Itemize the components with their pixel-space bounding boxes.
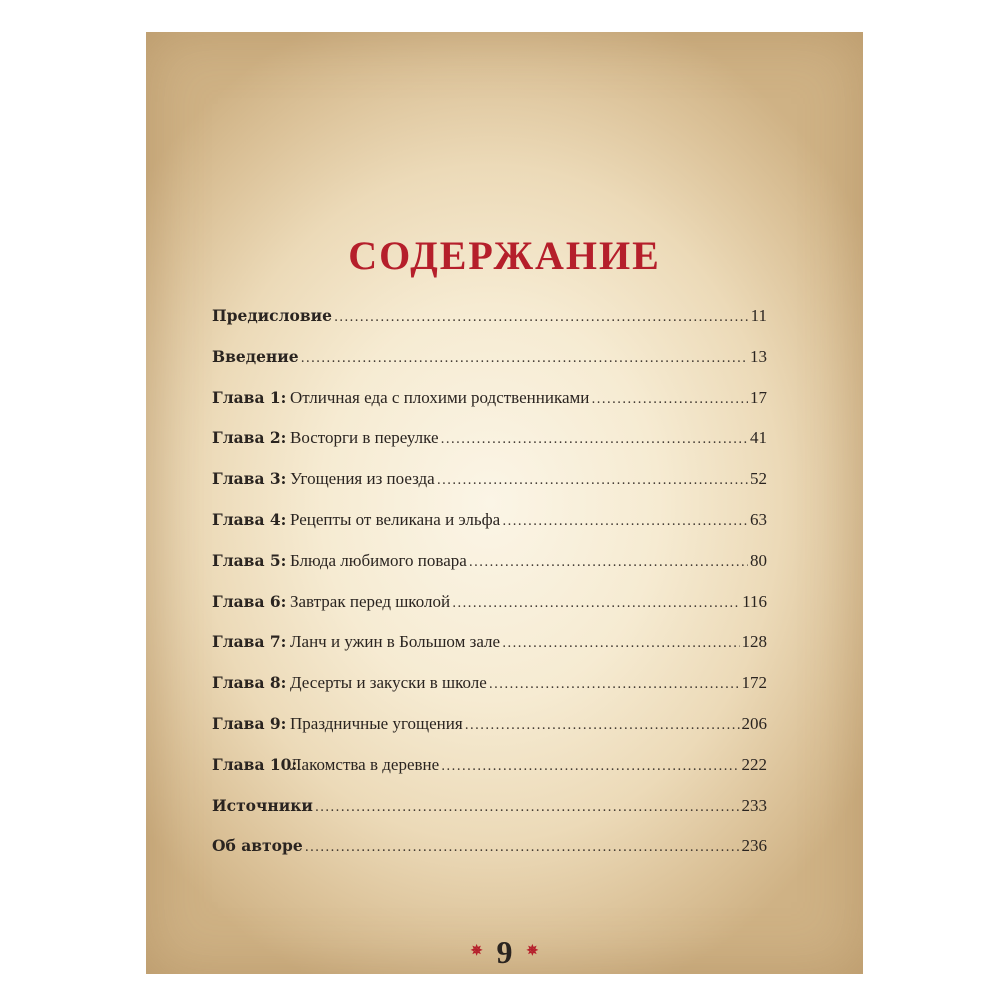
star-ornament-icon: ✵ [526,944,539,959]
toc-entry-chapter-9 [212,714,767,755]
toc-entry-title: Завтрак перед школой [290,591,451,611]
toc-entry-chapter-7 [212,632,767,673]
toc-leader-dots [301,351,748,366]
toc-entry-page: 236 [741,836,767,856]
toc-entry-title: Ланч и ужин в Большом зале [290,632,501,652]
toc-entry-page: 41 [750,428,767,448]
toc-entry-label: Введение [212,346,299,366]
toc-entry-label: Глава 8: [212,673,287,693]
book-page [146,32,863,974]
toc-entry-label: Глава 9: [212,713,287,733]
toc-entry-label: Глава 7: [212,632,287,652]
toc-leader-dots [315,800,740,815]
toc-entry-chapter-3 [212,469,767,510]
toc-entry-introduction [212,347,767,388]
toc-entry-title: Отличная еда с плохими родственниками [290,387,590,407]
toc-entry-chapter-8 [212,673,767,714]
toc-entry-title: Рецепты от великана и эльфа [290,509,501,529]
toc-entry-chapter-1 [212,388,767,429]
toc-entry-page: 11 [750,306,767,325]
toc-entry-page: 17 [750,387,767,407]
toc-entry-chapter-10 [212,755,767,796]
toc-entry-title: Блюда любимого повара [290,550,467,570]
toc-entry-chapter-4 [212,510,767,551]
page-title: СОДЕРЖАНИЕ [348,233,661,278]
toc-entry-title: Лакомства в деревне [290,754,440,774]
toc-entry-label: Предисловие [212,306,332,325]
toc-entry-page: 233 [741,795,767,815]
toc-leader-dots [591,392,748,407]
toc-entry-label: Глава 1: [212,387,287,407]
toc-leader-dots [334,310,749,325]
toc-entry-page: 172 [741,673,767,693]
toc-entry-chapter-6 [212,592,767,633]
toc-entry-preface [212,306,767,347]
toc-entry-page: 116 [742,591,767,611]
toc-leader-dots [452,596,740,611]
toc-entry-label: Об авторе [212,836,303,856]
toc-entry-label: Глава 5: [212,550,287,570]
toc-entry-label: Глава 4: [212,509,287,529]
toc-entry-page: 128 [741,632,767,652]
toc-entry-page: 206 [741,713,767,733]
toc-entry-page: 52 [750,469,767,489]
page-number: 9 [496,934,513,970]
toc-entry-sources [212,796,767,837]
toc-entry-page: 13 [750,346,767,366]
toc-leader-dots [441,432,749,447]
toc-entry-title: Угощения из поезда [290,469,435,489]
toc-leader-dots [489,677,740,692]
table-of-contents [212,306,767,877]
toc-leader-dots [469,555,748,570]
toc-entry-title: Десерты и закуски в школе [290,673,487,693]
toc-entry-chapter-5 [212,551,767,592]
toc-leader-dots [441,759,739,774]
toc-entry-about-author [212,836,767,877]
toc-leader-dots [465,718,740,733]
toc-entry-title: Праздничные угощения [290,713,463,733]
toc-entry-label: Глава 10: [212,754,298,774]
toc-leader-dots [502,514,748,529]
toc-entry-label: Глава 6: [212,591,287,611]
toc-entry-label: Глава 2: [212,428,287,448]
star-ornament-icon: ✵ [470,944,483,959]
toc-leader-dots [305,840,740,855]
toc-leader-dots [437,473,748,488]
toc-entry-label: Глава 3: [212,469,287,489]
page-footer [146,934,863,971]
toc-entry-chapter-2 [212,428,767,469]
toc-entry-page: 80 [750,550,767,570]
toc-entry-label: Источники [212,795,313,815]
toc-entry-page: 222 [741,754,767,774]
toc-entry-page: 63 [750,509,767,529]
toc-leader-dots [502,636,739,651]
toc-entry-title: Восторги в переулке [290,428,439,448]
